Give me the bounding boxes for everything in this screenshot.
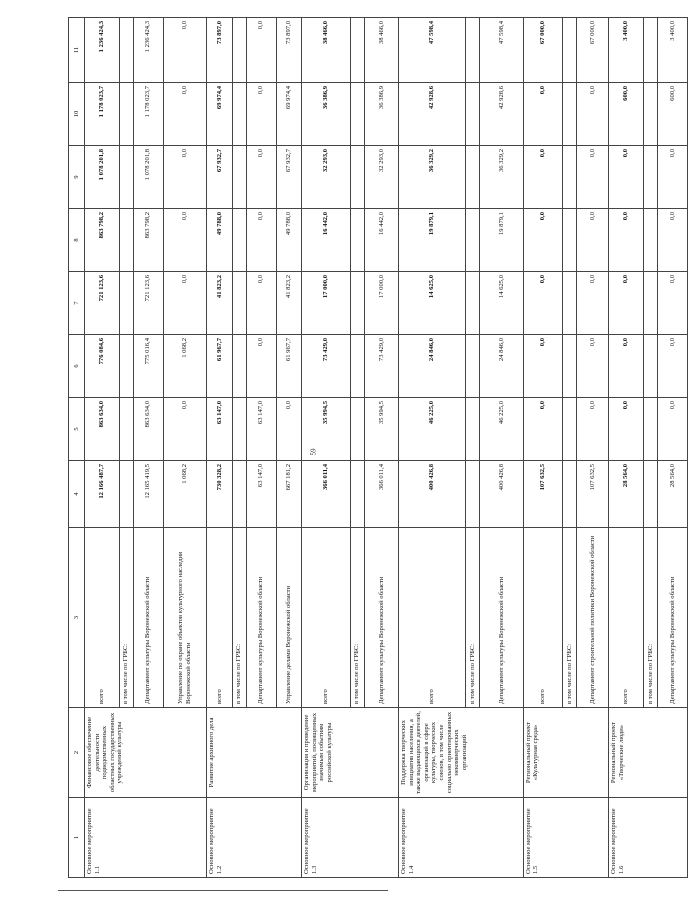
column-header: 1 — [69, 798, 85, 878]
value-cell: 1 068,2 — [163, 335, 207, 398]
value-cell: 0,0 — [609, 209, 644, 272]
value-cell: 49 788,0 — [207, 209, 232, 272]
value-cell: 0,0 — [246, 209, 276, 272]
value-cell: 0,0 — [523, 335, 562, 398]
row-label: всего — [85, 528, 120, 708]
value-cell — [466, 272, 480, 335]
row-label: в том числе по ГРБС: — [119, 528, 133, 708]
row-label: Департамент культуры Воронежской области — [133, 528, 163, 708]
row-label: в том числе по ГРБС: — [466, 528, 480, 708]
value-cell: 863 634,0 — [85, 398, 120, 461]
column-header: 7 — [69, 272, 85, 335]
value-cell: 1 078 201,8 — [85, 146, 120, 209]
measure-code: Основное мероприятие 1.2 — [207, 798, 302, 878]
value-cell — [644, 272, 658, 335]
value-cell: 63 147,0 — [207, 398, 232, 461]
value-cell: 38 466,0 — [364, 18, 399, 83]
value-cell: 366 011,4 — [302, 461, 351, 528]
value-cell — [119, 398, 133, 461]
value-cell — [466, 83, 480, 146]
value-cell — [644, 461, 658, 528]
value-cell — [466, 18, 480, 83]
value-cell: 17 000,0 — [364, 272, 399, 335]
value-cell: 600,0 — [609, 83, 644, 146]
value-cell: 12 166 487,7 — [85, 461, 120, 528]
value-cell — [644, 398, 658, 461]
measure-code: Основное мероприятие 1.1 — [85, 798, 207, 878]
value-cell: 36 386,9 — [302, 83, 351, 146]
value-cell: 14 625,0 — [480, 272, 524, 335]
value-cell — [644, 209, 658, 272]
value-cell — [466, 461, 480, 528]
value-cell: 61 967,7 — [276, 335, 301, 398]
value-cell — [350, 335, 364, 398]
value-cell — [563, 146, 577, 209]
value-cell: 36 386,9 — [364, 83, 399, 146]
value-cell: 73 897,0 — [276, 18, 301, 83]
value-cell: 67 932,7 — [207, 146, 232, 209]
measure-name: Региональный проект «Творческие люди» — [609, 708, 688, 798]
value-cell — [563, 398, 577, 461]
value-cell: 41 823,2 — [207, 272, 232, 335]
value-cell: 67 932,7 — [276, 146, 301, 209]
value-cell: 1 236 424,3 — [133, 18, 163, 83]
column-header: 9 — [69, 146, 85, 209]
value-cell: 46 225,0 — [399, 398, 466, 461]
row-label: в том числе по ГРБС: — [232, 528, 246, 708]
measure-code: Основное мероприятие 1.6 — [609, 798, 688, 878]
value-cell: 69 974,4 — [207, 83, 232, 146]
value-cell: 28 564,0 — [609, 461, 644, 528]
value-cell — [119, 146, 133, 209]
value-cell: 1 236 424,3 — [85, 18, 120, 83]
value-cell: 61 967,7 — [207, 335, 232, 398]
value-cell: 0,0 — [657, 209, 687, 272]
value-cell: 400 426,8 — [480, 461, 524, 528]
table-row — [523, 18, 562, 878]
value-cell: 63 147,0 — [246, 461, 276, 528]
value-cell: 24 846,0 — [480, 335, 524, 398]
value-cell: 0,0 — [163, 272, 207, 335]
value-cell: 0,0 — [609, 146, 644, 209]
value-cell: 1 178 023,7 — [133, 83, 163, 146]
value-cell — [350, 83, 364, 146]
value-cell: 3 400,0 — [609, 18, 644, 83]
value-cell: 63 147,0 — [246, 398, 276, 461]
value-cell: 19 879,1 — [399, 209, 466, 272]
value-cell: 0,0 — [523, 272, 562, 335]
value-cell — [350, 272, 364, 335]
column-header: 5 — [69, 398, 85, 461]
value-cell: 863 634,0 — [133, 398, 163, 461]
value-cell: 0,0 — [577, 83, 609, 146]
row-label: Управление по охране объектов культурного наследия Воронежской области — [163, 528, 207, 708]
value-cell: 14 625,0 — [399, 272, 466, 335]
value-cell: 42 928,6 — [399, 83, 466, 146]
value-cell: 35 994,5 — [364, 398, 399, 461]
value-cell: 19 879,1 — [480, 209, 524, 272]
value-cell — [232, 272, 246, 335]
value-cell: 47 598,4 — [480, 18, 524, 83]
bottom-divider — [58, 890, 388, 891]
value-cell — [350, 146, 364, 209]
measure-code: Основное мероприятие 1.4 — [399, 798, 524, 878]
value-cell: 366 011,4 — [364, 461, 399, 528]
value-cell: 0,0 — [246, 272, 276, 335]
value-cell: 721 123,6 — [85, 272, 120, 335]
value-cell: 41 823,2 — [276, 272, 301, 335]
row-label: Департамент строительной политики Воронежской области — [577, 528, 609, 708]
value-cell — [119, 461, 133, 528]
rotated-table-container — [68, 18, 688, 878]
value-cell: 0,0 — [523, 83, 562, 146]
value-cell: 863 798,2 — [85, 209, 120, 272]
measure-name: Поддержка творческих инициатив населения, а также выдающихся деятелей, организаций в сфере культуры, творческих союзов, в том числе социально ориентированных некоммерческих организаций — [399, 708, 524, 798]
value-cell: 776 084,6 — [85, 335, 120, 398]
value-cell: 35 994,5 — [302, 398, 351, 461]
measure-code: Основное мероприятие 1.5 — [523, 798, 608, 878]
value-cell: 28 564,0 — [657, 461, 687, 528]
table-row — [207, 18, 232, 878]
value-cell: 0,0 — [163, 209, 207, 272]
value-cell: 0,0 — [609, 335, 644, 398]
table-row — [302, 18, 351, 878]
value-cell: 0,0 — [163, 146, 207, 209]
value-cell: 0,0 — [163, 18, 207, 83]
value-cell: 32 293,0 — [364, 146, 399, 209]
value-cell — [350, 398, 364, 461]
value-cell — [232, 398, 246, 461]
value-cell: 36 329,2 — [480, 146, 524, 209]
value-cell: 0,0 — [246, 335, 276, 398]
value-cell: 0,0 — [657, 146, 687, 209]
value-cell: 0,0 — [577, 398, 609, 461]
value-cell: 67 000,0 — [577, 18, 609, 83]
measure-name: Финансовое обеспечение деятельности подведомственных областных государственных учреждений культуры — [85, 708, 207, 798]
column-header: 2 — [69, 708, 85, 798]
value-cell — [232, 18, 246, 83]
value-cell: 73 429,0 — [302, 335, 351, 398]
header-row — [69, 18, 85, 878]
value-cell: 0,0 — [246, 18, 276, 83]
value-cell: 47 598,4 — [399, 18, 466, 83]
row-label: Департамент культуры Воронежской области — [246, 528, 276, 708]
value-cell: 1 178 023,7 — [85, 83, 120, 146]
value-cell: 0,0 — [163, 398, 207, 461]
value-cell: 42 928,6 — [480, 83, 524, 146]
value-cell: 0,0 — [246, 83, 276, 146]
value-cell — [466, 335, 480, 398]
value-cell: 73 429,0 — [364, 335, 399, 398]
value-cell — [466, 146, 480, 209]
value-cell: 0,0 — [609, 272, 644, 335]
value-cell: 17 000,0 — [302, 272, 351, 335]
value-cell — [119, 209, 133, 272]
value-cell — [350, 209, 364, 272]
value-cell — [232, 209, 246, 272]
table-row — [609, 18, 644, 878]
value-cell: 667 181,2 — [276, 461, 301, 528]
value-cell: 73 897,0 — [207, 18, 232, 83]
value-cell: 32 293,0 — [302, 146, 351, 209]
row-label: в том числе по ГРБС: — [350, 528, 364, 708]
measure-code: Основное мероприятие 1.3 — [302, 798, 399, 878]
value-cell — [119, 83, 133, 146]
page-number: 59 — [309, 448, 318, 456]
value-cell: 0,0 — [657, 398, 687, 461]
row-label: Департамент культуры Воронежской области — [364, 528, 399, 708]
value-cell: 0,0 — [609, 398, 644, 461]
value-cell: 600,0 — [657, 83, 687, 146]
value-cell: 0,0 — [577, 209, 609, 272]
value-cell — [563, 83, 577, 146]
value-cell — [563, 18, 577, 83]
value-cell — [563, 272, 577, 335]
value-cell: 0,0 — [577, 272, 609, 335]
value-cell: 0,0 — [523, 398, 562, 461]
value-cell: 0,0 — [577, 146, 609, 209]
value-cell — [644, 146, 658, 209]
value-cell: 0,0 — [246, 146, 276, 209]
value-cell: 863 798,2 — [133, 209, 163, 272]
row-label: всего — [399, 528, 466, 708]
row-label: Управление делами Воронежской области — [276, 528, 301, 708]
measure-name: Региональный проект «Культурная среда» — [523, 708, 608, 798]
column-header: 8 — [69, 209, 85, 272]
value-cell: 0,0 — [577, 335, 609, 398]
measure-name: Развитие архивного дела — [207, 708, 302, 798]
value-cell: 0,0 — [523, 146, 562, 209]
value-cell — [119, 335, 133, 398]
row-label: в том числе по ГРБС: — [644, 528, 658, 708]
value-cell — [232, 83, 246, 146]
value-cell — [563, 461, 577, 528]
row-label: всего — [523, 528, 562, 708]
value-cell — [644, 335, 658, 398]
value-cell: 1 078 201,8 — [133, 146, 163, 209]
value-cell: 3 400,0 — [657, 18, 687, 83]
value-cell: 16 442,0 — [364, 209, 399, 272]
row-label: Департамент культуры Воронежской области — [480, 528, 524, 708]
column-header: 3 — [69, 528, 85, 708]
value-cell — [232, 461, 246, 528]
value-cell — [119, 18, 133, 83]
value-cell: 24 846,0 — [399, 335, 466, 398]
value-cell: 0,0 — [163, 83, 207, 146]
value-cell: 0,0 — [657, 272, 687, 335]
column-header: 11 — [69, 18, 85, 83]
row-label: Департамент культуры Воронежской области — [657, 528, 687, 708]
value-cell — [563, 209, 577, 272]
value-cell: 16 442,0 — [302, 209, 351, 272]
value-cell: 36 329,2 — [399, 146, 466, 209]
value-cell: 12 165 419,5 — [133, 461, 163, 528]
value-cell — [119, 272, 133, 335]
value-cell: 107 632,5 — [577, 461, 609, 528]
value-cell: 0,0 — [657, 335, 687, 398]
row-label: всего — [207, 528, 232, 708]
value-cell — [232, 335, 246, 398]
budget-table — [68, 17, 688, 878]
value-cell: 1 068,2 — [163, 461, 207, 528]
value-cell: 730 328,2 — [207, 461, 232, 528]
value-cell — [644, 83, 658, 146]
column-header: 4 — [69, 461, 85, 528]
value-cell: 721 123,6 — [133, 272, 163, 335]
value-cell: 107 632,5 — [523, 461, 562, 528]
value-cell — [350, 461, 364, 528]
row-label: всего — [609, 528, 644, 708]
value-cell: 49 788,0 — [276, 209, 301, 272]
value-cell: 400 426,8 — [399, 461, 466, 528]
row-label: в том числе по ГРБС: — [563, 528, 577, 708]
column-header: 10 — [69, 83, 85, 146]
table-row — [399, 18, 466, 878]
value-cell: 46 225,0 — [480, 398, 524, 461]
value-cell: 0,0 — [276, 398, 301, 461]
measure-name: Организация и проведение мероприятий, посвященных значимым событиям российской культуры — [302, 708, 399, 798]
value-cell — [466, 209, 480, 272]
value-cell: 38 466,0 — [302, 18, 351, 83]
value-cell — [466, 398, 480, 461]
table-body — [85, 18, 688, 878]
value-cell — [563, 335, 577, 398]
table-row — [85, 18, 120, 878]
value-cell: 775 016,4 — [133, 335, 163, 398]
row-label: всего — [302, 528, 351, 708]
value-cell: 69 974,4 — [276, 83, 301, 146]
value-cell — [232, 146, 246, 209]
value-cell: 0,0 — [523, 209, 562, 272]
column-header: 6 — [69, 335, 85, 398]
value-cell — [644, 18, 658, 83]
value-cell: 67 000,0 — [523, 18, 562, 83]
value-cell — [350, 18, 364, 83]
